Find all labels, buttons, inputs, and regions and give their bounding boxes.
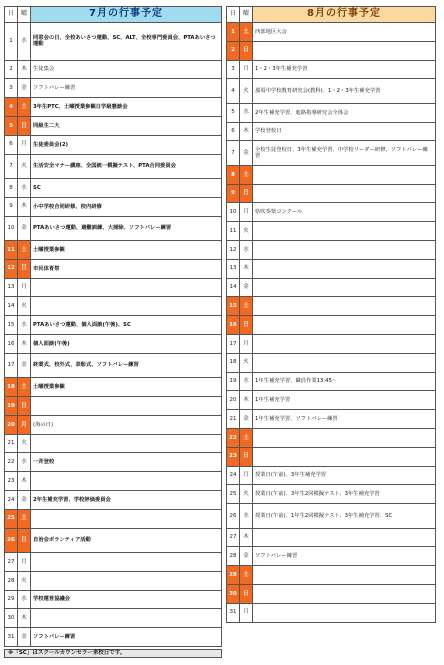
event-text: SC [31, 179, 222, 198]
day-row [227, 122, 436, 141]
day-number: 3 [227, 60, 240, 79]
weekday: 土 [240, 297, 253, 316]
day-row [227, 447, 436, 466]
day-number: 7 [5, 154, 18, 178]
event-text [253, 585, 436, 604]
event-text [253, 335, 436, 354]
day-row [5, 197, 222, 216]
day-number: 1 [5, 23, 18, 61]
weekday: 木 [18, 60, 31, 79]
day-number: 27 [5, 553, 18, 572]
day-number: 16 [227, 316, 240, 335]
day-row [227, 603, 436, 622]
day-row [5, 259, 222, 278]
weekday: 月 [240, 466, 253, 485]
day-number: 6 [227, 122, 240, 141]
event-text: 生徒集会 [31, 60, 222, 79]
event-text [31, 434, 222, 453]
weekday: 月 [240, 203, 253, 222]
event-text: 個人面談(午後) [31, 335, 222, 354]
day-number: 28 [227, 547, 240, 566]
day-number: 19 [5, 397, 18, 416]
day-number: 12 [5, 259, 18, 278]
event-text: 那須中学校教育研究会(教科)、1・2・3年生補充学習 [253, 79, 436, 103]
day-number: 18 [5, 378, 18, 397]
weekday: 火 [240, 222, 253, 241]
event-text [253, 566, 436, 585]
day-number: 16 [5, 335, 18, 354]
day-number: 25 [5, 509, 18, 528]
weekday: 土 [240, 429, 253, 448]
event-text [253, 259, 436, 278]
weekday: 日 [240, 585, 253, 604]
weekday: 日 [240, 447, 253, 466]
day-number: 4 [227, 79, 240, 103]
day-row [5, 397, 222, 416]
event-text [253, 353, 436, 372]
day-row [227, 103, 436, 122]
day-number: 13 [5, 278, 18, 297]
day-number: 26 [5, 528, 18, 552]
day-number: 6 [5, 135, 18, 154]
day-number: 8 [5, 179, 18, 198]
event-text: PTAあいさつ運動、個人面談(午後)、SC [31, 316, 222, 335]
event-text: 1・2・3年生補充学習 [253, 60, 436, 79]
event-text [253, 165, 436, 184]
weekday: 月 [18, 135, 31, 154]
event-text: 一斉登校 [31, 453, 222, 472]
weekday: 木 [18, 335, 31, 354]
day-number: 26 [227, 504, 240, 528]
weekday: 木 [240, 391, 253, 410]
weekday: 水 [18, 590, 31, 609]
event-text [31, 509, 222, 528]
day-number: 13 [227, 259, 240, 278]
day-row [5, 79, 222, 98]
event-text [31, 278, 222, 297]
day-row [5, 60, 222, 79]
day-row [5, 278, 222, 297]
july-weekday-header: 曜 [18, 7, 31, 23]
event-text [31, 553, 222, 572]
weekday: 水 [240, 372, 253, 391]
weekday: 月 [18, 415, 31, 434]
day-number: 3 [5, 79, 18, 98]
day-row [5, 216, 222, 240]
day-number: 4 [5, 98, 18, 117]
day-number: 29 [5, 590, 18, 609]
event-text: 土曜授業参観 [31, 378, 222, 397]
event-text [31, 397, 222, 416]
event-text: 同級生二大 [31, 116, 222, 135]
weekday: 土 [18, 378, 31, 397]
day-row [227, 566, 436, 585]
day-row [5, 98, 222, 117]
day-number: 8 [227, 165, 240, 184]
day-number: 21 [227, 410, 240, 429]
day-number: 9 [5, 197, 18, 216]
day-row [227, 278, 436, 297]
weekday: 金 [240, 141, 253, 165]
day-number: 17 [5, 353, 18, 377]
day-row [227, 222, 436, 241]
event-text: 生活安全マナー講座、全国統一模擬テスト、PTA合同委員会 [31, 154, 222, 178]
day-number: 21 [5, 434, 18, 453]
weekday: 日 [18, 259, 31, 278]
day-row [227, 547, 436, 566]
day-row [227, 466, 436, 485]
weekday: 日 [240, 316, 253, 335]
day-row [5, 528, 222, 552]
weekday: 水 [240, 103, 253, 122]
day-row [5, 316, 222, 335]
weekday: 土 [240, 566, 253, 585]
weekday: 土 [240, 23, 253, 42]
event-text: 2年生補充学習、学校評価委員会 [31, 491, 222, 510]
weekday: 土 [18, 509, 31, 528]
day-row [5, 491, 222, 510]
day-row [227, 41, 436, 60]
day-row [5, 453, 222, 472]
weekday: 土 [18, 241, 31, 260]
day-row [5, 571, 222, 590]
weekday: 月 [240, 60, 253, 79]
event-text: (海の日) [31, 415, 222, 434]
day-number: 10 [227, 203, 240, 222]
weekday: 火 [240, 79, 253, 103]
august-title: 8月の行事予定 [253, 7, 436, 23]
event-text [253, 316, 436, 335]
august-day-header: 日 [227, 7, 240, 23]
july-title: 7月の行事予定 [31, 7, 222, 23]
weekday: 金 [240, 410, 253, 429]
august-header-row [227, 7, 436, 23]
event-text [253, 241, 436, 260]
day-number: 17 [227, 335, 240, 354]
day-row [227, 79, 436, 103]
july-header-row [5, 7, 222, 23]
day-number: 5 [227, 103, 240, 122]
day-number: 30 [5, 609, 18, 628]
day-number: 20 [227, 391, 240, 410]
day-row [227, 141, 436, 165]
day-row [5, 135, 222, 154]
day-row [227, 297, 436, 316]
day-row [227, 259, 436, 278]
july-day-header: 日 [5, 7, 18, 23]
day-number: 23 [227, 447, 240, 466]
weekday: 月 [18, 278, 31, 297]
day-number: 12 [227, 241, 240, 260]
day-row [227, 203, 436, 222]
event-text [253, 184, 436, 203]
day-number: 11 [5, 241, 18, 260]
day-row [227, 335, 436, 354]
day-number: 22 [227, 429, 240, 448]
weekday: 木 [240, 122, 253, 141]
day-row [5, 335, 222, 354]
event-text: PTAあいさつ運動、避難訓練、大掃除、ソフトバレー練習 [31, 216, 222, 240]
event-text [31, 571, 222, 590]
event-text: 授業日(午前)、1年生2回模擬テスト、3年生補充学習、SC [253, 504, 436, 528]
day-row [227, 184, 436, 203]
day-row [5, 154, 222, 178]
weekday: 金 [240, 547, 253, 566]
event-text: ソフトバレー練習 [31, 79, 222, 98]
day-number: 19 [227, 372, 240, 391]
weekday: 日 [240, 41, 253, 60]
event-text: 学校登校日 [253, 122, 436, 141]
event-text: 授業日(午前)、3年生2回模擬テスト、3年生補充学習 [253, 485, 436, 504]
july-schedule-table [4, 6, 222, 647]
event-text [253, 528, 436, 547]
weekday: 金 [18, 79, 31, 98]
event-text [253, 447, 436, 466]
weekday: 木 [18, 472, 31, 491]
event-text: 市民体育祭 [31, 259, 222, 278]
july-days [5, 23, 222, 647]
event-text [253, 41, 436, 60]
event-text [253, 297, 436, 316]
day-number: 9 [227, 184, 240, 203]
day-row [227, 353, 436, 372]
event-text: 学校運営協議会 [31, 590, 222, 609]
day-number: 31 [5, 628, 18, 647]
weekday: 金 [18, 216, 31, 240]
weekday: 日 [18, 116, 31, 135]
day-number: 25 [227, 485, 240, 504]
event-text: 土曜授業参観 [31, 241, 222, 260]
day-number: 1 [227, 23, 240, 42]
weekday: 日 [18, 528, 31, 552]
weekday: 木 [240, 259, 253, 278]
august-schedule-table [226, 6, 436, 623]
event-text [31, 297, 222, 316]
august-days [227, 23, 436, 623]
august-weekday-header: 曜 [240, 7, 253, 23]
event-text: 西部地区大会 [253, 23, 436, 42]
day-number: 14 [5, 297, 18, 316]
weekday: 日 [240, 184, 253, 203]
weekday: 土 [18, 98, 31, 117]
day-number: 10 [5, 216, 18, 240]
day-number: 30 [227, 585, 240, 604]
weekday: 木 [18, 197, 31, 216]
footnote: ※「SC」はスクールカウンセラー来校日です。 [4, 649, 222, 658]
weekday: 火 [240, 353, 253, 372]
event-text: 2年生補充学習、進路指導研究会全体会 [253, 103, 436, 122]
event-text: 全校生徒登校日、3年生補充学習、中学校リーダー研修、ソフトバレー練習 [253, 141, 436, 165]
weekday: 金 [18, 353, 31, 377]
day-number: 2 [227, 41, 240, 60]
weekday: 水 [18, 316, 31, 335]
day-number: 15 [227, 297, 240, 316]
day-row [227, 316, 436, 335]
day-row [5, 241, 222, 260]
day-row [227, 485, 436, 504]
weekday: 水 [240, 504, 253, 528]
event-text [253, 429, 436, 448]
day-number: 7 [227, 141, 240, 165]
weekday: 水 [240, 241, 253, 260]
day-row [227, 23, 436, 42]
day-number: 2 [5, 60, 18, 79]
day-row [227, 391, 436, 410]
event-text: 3年生PTC、土曜授業参観日学級懇談会 [31, 98, 222, 117]
event-text: 授業日(午前)、3年生補充学習 [253, 466, 436, 485]
day-number: 27 [227, 528, 240, 547]
day-row [5, 472, 222, 491]
event-text [31, 472, 222, 491]
event-text [253, 278, 436, 297]
weekday: 金 [18, 491, 31, 510]
day-row [5, 378, 222, 397]
day-number: 24 [5, 491, 18, 510]
weekday: 土 [240, 165, 253, 184]
event-text: 1年生補充学習、職員作業13:45～ [253, 372, 436, 391]
weekday: 月 [18, 553, 31, 572]
event-text: 1年生補充学習、ソフトバレー練習 [253, 410, 436, 429]
day-number: 5 [5, 116, 18, 135]
event-text: ソフトバレー練習 [31, 628, 222, 647]
weekday: 水 [18, 453, 31, 472]
weekday: 月 [240, 335, 253, 354]
event-text [253, 222, 436, 241]
day-number: 28 [5, 571, 18, 590]
weekday: 火 [240, 485, 253, 504]
event-text: 生徒委員会(2) [31, 135, 222, 154]
day-row [5, 116, 222, 135]
day-row [5, 553, 222, 572]
day-row [227, 429, 436, 448]
event-text [253, 603, 436, 622]
day-row [5, 509, 222, 528]
day-number: 15 [5, 316, 18, 335]
weekday: 金 [240, 278, 253, 297]
event-text: 同窓会の日、全校あいさつ運動、SC、ALT、全校専門委員会、PTAあいさつ運動 [31, 23, 222, 61]
day-row [227, 410, 436, 429]
event-text: 小中学校合同研修、校内研修 [31, 197, 222, 216]
day-number: 22 [5, 453, 18, 472]
day-row [5, 415, 222, 434]
day-number: 23 [5, 472, 18, 491]
day-row [227, 528, 436, 547]
day-row [227, 60, 436, 79]
day-number: 14 [227, 278, 240, 297]
weekday: 木 [240, 528, 253, 547]
event-text [31, 609, 222, 628]
day-number: 29 [227, 566, 240, 585]
day-row [227, 165, 436, 184]
day-row [5, 590, 222, 609]
weekday: 火 [18, 297, 31, 316]
day-row [5, 353, 222, 377]
day-row [5, 434, 222, 453]
day-row [227, 241, 436, 260]
day-row [227, 504, 436, 528]
event-text: 県吹奏楽コンクール [253, 203, 436, 222]
day-row [227, 585, 436, 604]
event-text: ソフトバレー練習 [253, 547, 436, 566]
day-row [5, 23, 222, 61]
weekday: 金 [18, 628, 31, 647]
day-number: 31 [227, 603, 240, 622]
weekday: 火 [18, 154, 31, 178]
day-row [5, 179, 222, 198]
event-text: 1年生補充学習 [253, 391, 436, 410]
weekday: 水 [18, 23, 31, 61]
day-row [227, 372, 436, 391]
weekday: 火 [18, 434, 31, 453]
weekday: 日 [18, 397, 31, 416]
weekday: 月 [240, 603, 253, 622]
day-row [5, 297, 222, 316]
day-number: 18 [227, 353, 240, 372]
day-number: 11 [227, 222, 240, 241]
day-number: 24 [227, 466, 240, 485]
weekday: 水 [18, 179, 31, 198]
weekday: 木 [18, 609, 31, 628]
day-number: 20 [5, 415, 18, 434]
event-text: 自治会ボランティア活動 [31, 528, 222, 552]
day-row [5, 628, 222, 647]
day-row [5, 609, 222, 628]
weekday: 火 [18, 571, 31, 590]
event-text: 終業式、校外式、表彰式、ソフトバレー練習 [31, 353, 222, 377]
